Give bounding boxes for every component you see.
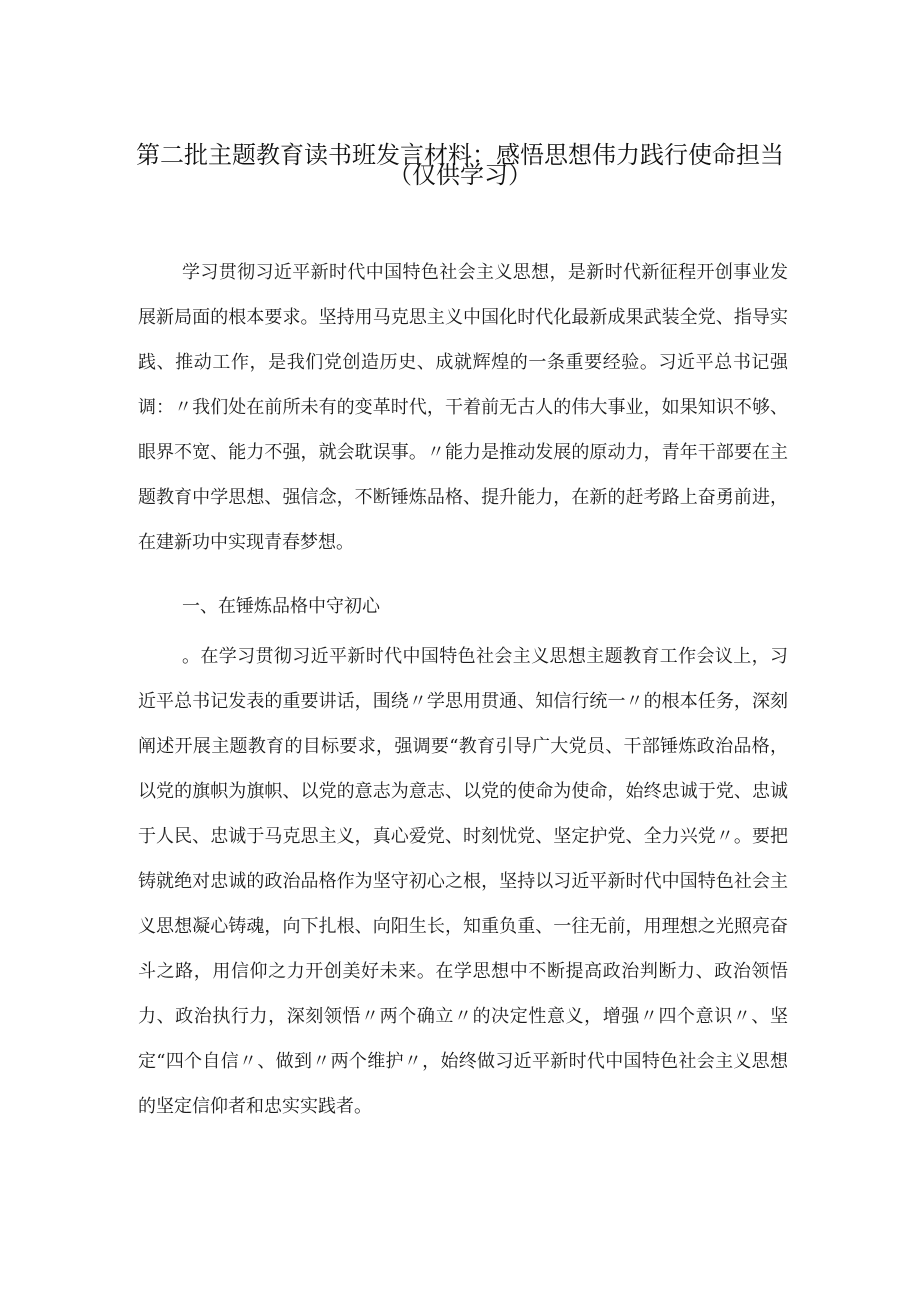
section-paragraph: 。在学习贯彻习近平新时代中国特色社会主义思想主题教育工作会议上，习近平总书记发表的重要讲话，围绕〃学思用贯通、知信行统一〃的根本任务，深刻阐述开展主题教育的目标要求，强调要“教育引导广大党员、干部锤炼政治品格，以党的旗帜为旗帜、以党的意志为意志、以党的使命为使命，始终忠诚于党、忠诚于人民、忠诚于马克思主义，真心爱党、时刻忧党、坚定护党、全力兴党〃。要把铸就绝对忠诚的政治品格作为坚守初心之根，坚持以习近平新时代中国特色社会主义思想凝心铸魂，向下扎根、向阳生长，知重负重、一往无前，用理想之光照亮奋斗之路，用信仰之力开创美好未来。在学思想中不断提高政治判断力、政治领悟力、政治执行力，深刻领悟〃两个确立〃的决定性意义，增强〃四个意识〃、坚定“四个自信〃、做到〃两个维护〃，始终做习近平新时代中国特色社会主义思想的坚定信仰者和忠实实践者。 bbox=[138, 646, 788, 1117]
document-title: 第二批主题教育读书班发言材料：感悟思想伟力践行使命担当 bbox=[136, 141, 784, 169]
document-subtitle: （仅供学习） bbox=[388, 161, 532, 189]
intro-paragraph: 学习贯彻习近平新时代中国特色社会主义思想，是新时代新征程开创事业发展新局面的根本要求。坚持用马克思主义中国化时代化最新成果武装全党、指导实践、推动工作，是我们党创造历史、成就辉煌的一条重要经验。习近平总书记强调：〃我们处在前所未有的变革时代，干着前无古人的伟大事业，如果知识不够、眼界不宽、能力不强，就会耽误事。〃能力是推动发展的原动力，青年干部要在主题教育中学思想、强信念，不断锤炼品格、提升能力，在新的赶考路上奋勇前进，在建新功中实现青春梦想。 bbox=[138, 262, 788, 553]
section-heading: 一、在锤炼品格中守初心 bbox=[182, 596, 380, 617]
